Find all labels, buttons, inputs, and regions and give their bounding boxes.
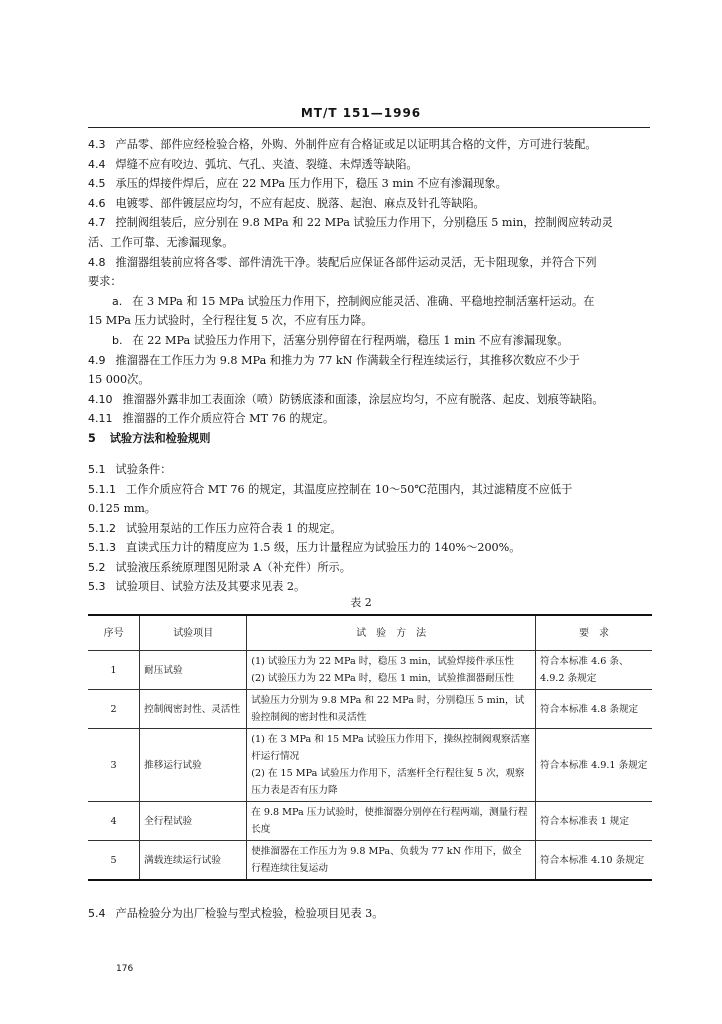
clause-text: 工作介质应符合 MT 76 的规定，其温度应控制在 10～50℃范围内，其过滤精度不应低于 [126,482,573,496]
row-number: 4 [88,802,140,841]
row-number: 1 [88,651,140,690]
row-method: 在 9.8 MPa 压力试验时，使推溜器分别停在行程两端，测量行程长度 [247,802,536,841]
clause-text: 推溜器的工作介质应符合 MT 76 的规定。 [122,412,335,426]
text-line [88,176,654,191]
clause-text: 产品零、部件应经检验合格，外购、外制件应有合格证或足以证明其合格的文件，方可进行装配。 [115,138,597,151]
row-method: (1) 试验压力为 22 MPa 时，稳压 3 min，试验焊接件承压性 (2) 试验压力为 22 MPa 时，稳压 1 min，试验推溜器耐压性 [247,651,536,690]
text-line [88,353,654,368]
clause-text: 推溜器外露非加工表面涂（喷）防锈底漆和面漆，涂层应均匀，不应有脱落、起皮、划痕等缺陷。 [122,392,604,406]
row-number: 3 [88,729,140,802]
text-line [88,255,654,270]
clause-number: 4.7 [88,216,106,230]
clause-number: 4.6 [88,196,106,210]
clause-text: 试验用泵站的工作压力应符合表 1 的规定。 [126,521,342,535]
clause-number: b. [112,334,123,347]
clause-5-4 [88,906,654,921]
clause-number: 5.1.2 [88,521,116,535]
page-header: MT/T 151—1996 [300,106,422,120]
test-table [88,614,652,881]
page-number: 176 [116,964,134,974]
clause-text: 试验液压系统原理图见附录 A（补充件）所示。 [115,560,351,574]
clause-text: 电镀零、部件镀层应均匀，不应有起皮、脱落、起泡、麻点及针孔等缺陷。 [115,196,485,210]
header-rule [88,127,650,128]
clause-text: 承压的焊接件焊后，应在 22 MPa 压力作用下，稳压 3 min 不应有渗漏现象。 [115,177,507,191]
row-requirement: 符合本标准 4.6 条、4.9.2 条规定 [536,651,652,690]
clause-text: 直读式压力计的精度应为 1.5 级，压力计量程应为试验压力的 140%～200%。 [126,541,521,554]
section-number: 5 [88,432,96,445]
col-header-method: 试 验 方 法 [247,615,536,651]
col-header-no: 序号 [88,615,140,651]
row-number: 5 [88,841,140,881]
section-heading [88,431,654,446]
text-line [88,411,654,426]
clause-number: 5.1.3 [88,541,116,554]
clause-text: 产品检验分为出厂检验与型式检验，检验项目见表 3。 [115,907,384,920]
test-table-body [88,651,652,881]
clause-number: 4.10 [88,392,113,406]
text-line [88,137,654,152]
clause-text: 在 22 MPa 试验压力作用下，活塞分别停留在行程两端，稳压 1 min 不应有渗漏现象。 [132,334,569,347]
row-item: 满载连续运行试验 [140,841,247,881]
text-line [88,274,654,289]
row-method: (1) 在 3 MPa 和 15 MPa 试验压力作用下，操纵控制阀观察活塞杆运行情况 (2) 在 15 MPa 试验压力作用下，活塞杆全行程往复 5 次，观察压力表是否有压力降 [247,729,536,802]
section-title: 试验方法和检验规则 [109,432,211,445]
table-caption: 表 2 [350,596,372,609]
clause-number: 5.2 [88,560,106,574]
text-line [88,215,654,230]
clause-number: 4.11 [88,412,113,426]
row-requirement: 符合本标准 4.9.1 条规定 [536,729,652,802]
clause-number: 5.1.1 [88,482,116,496]
text-line [112,294,678,309]
clause-text: 15 000次。 [88,373,150,387]
table-row [88,651,652,690]
clause-number: a. [112,294,123,308]
text-line [88,560,654,575]
text-line [88,501,654,516]
row-requirement: 符合本标准 4.8 条规定 [536,690,652,729]
text-line [88,372,654,387]
table-row [88,729,652,802]
text-line [88,313,654,328]
text-line [88,462,654,477]
row-requirement: 符合本标准表 1 规定 [536,802,652,841]
clause-text: 推溜器组装前应将各零、部件清洗干净。装配后应保证各部件运动灵活，无卡阻现象，并符合下列 [115,255,597,269]
clause-number: 4.8 [88,255,106,269]
table-row [88,690,652,729]
text-line [88,235,654,250]
text-line [88,392,654,407]
row-item: 全行程试验 [140,802,247,841]
clause-text: 15 MPa 压力试验时，全行程往复 5 次，不应有压力降。 [88,314,373,328]
clause-number: 4.4 [88,157,106,171]
row-item: 耐压试验 [140,651,247,690]
table-row [88,841,652,881]
clause-text: 要求： [88,275,122,289]
clause-number: 4.3 [88,138,106,151]
col-header-requirement: 要 求 [536,615,652,651]
clause-text: 焊缝不应有咬边、弧坑、气孔、夹渣、裂缝、未焊透等缺陷。 [115,157,418,171]
row-item: 推移运行试验 [140,729,247,802]
text-line [112,333,678,348]
text-line [88,157,654,172]
text-line [88,482,654,497]
col-header-item: 试验项目 [140,615,247,651]
clause-text: 推溜器在工作压力为 9.8 MPa 和推力为 77 kN 作满载全行程连续运行，其推移次数应不少于 [115,353,580,367]
clause-number: 4.5 [88,177,106,191]
clause-text: 控制阀组装后，应分别在 9.8 MPa 和 22 MPa 试验压力作用下，分别稳压 5 min，控制阀应转动灵 [115,216,613,230]
text-line [88,540,654,555]
clause-text: 试验条件： [115,463,172,476]
clause-text: 在 3 MPa 和 15 MPa 试验压力作用下，控制阀应能灵活、准确、平稳地控制活塞杆运动。在 [132,294,595,308]
clause-text: 活、工作可靠、无渗漏现象。 [88,236,234,249]
row-number: 2 [88,690,140,729]
clause-text: 试验项目、试验方法及其要求见表 2。 [115,580,306,593]
row-requirement: 符合本标准 4.10 条规定 [536,841,652,881]
table-row [88,802,652,841]
row-method: 试验压力分别为 9.8 MPa 和 22 MPa 时，分别稳压 5 min，试验控制阀的密封性和灵活性 [247,690,536,729]
text-line [88,521,654,536]
clause-number: 5.3 [88,580,106,593]
text-line [88,579,654,594]
clause-text: 0.125 mm。 [88,502,156,515]
clause-number: 4.9 [88,353,106,367]
clause-number: 5.1 [88,463,106,476]
row-method: 使推溜器在工作压力为 9.8 MPa、负载为 77 kN 作用下，做全行程连续往复运动 [247,841,536,881]
text-line [88,196,654,211]
row-item: 控制阀密封性、灵活性 [140,690,247,729]
clause-number: 5.4 [88,907,106,920]
